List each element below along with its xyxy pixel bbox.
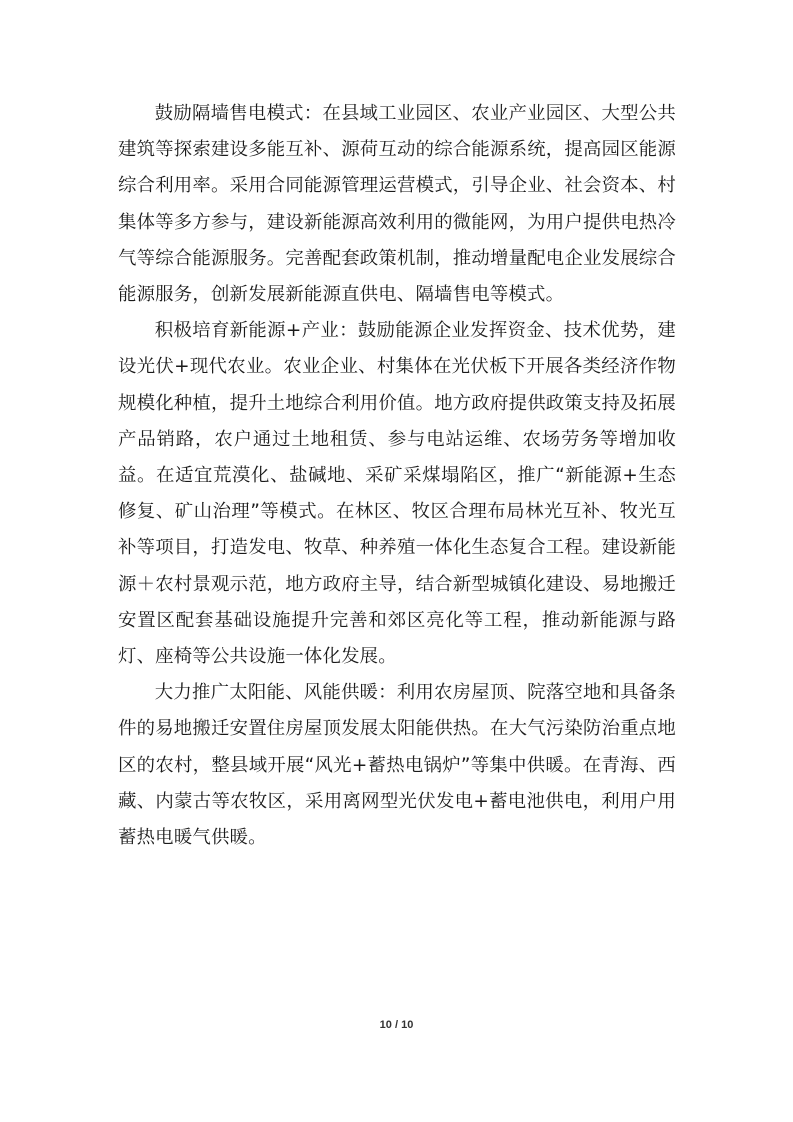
paragraph-solar-wind-heating: 大力推广太阳能、风能供暖：利用农房屋顶、院落空地和具备条件的易地搬迁安置住房屋顶发展太阳能供热。在大气污染防治重点地区的农村，整县域开展“风光+蓄热电锅炉”等集中供暖。在青海、西藏、内蒙古等农牧区，采用离网型光伏发电+蓄电池供电，利用户用蓄热电暖气供暖。 [118,682,676,849]
document-body [118,96,676,856]
page-number: 10 / 10 [379,1019,414,1031]
paragraph-isolated-power-sales: 鼓励隔墙售电模式：在县域工业园区、农业产业园区、大型公共建筑等探索建设多能互补、源荷互动的综合能源系统，提高园区能源综合利用率。采用合同能源管理运营模式，引导企业、社会资本、村集体等多方参与，建设新能源高效利用的微能网，为用户提供电热冷气等综合能源服务。完善配套政策机制，推动增量配电企业发展综合能源服务，创新发展新能源直供电、隔墙售电等模式。 [118,103,676,306]
paragraph-new-energy-industry: 积极培育新能源+产业：鼓励能源企业发挥资金、技术优势，建设光伏+现代农业。农业企业、村集体在光伏板下开展各类经济作物规模化种植，提升土地综合利用价值。地方政府提供政策支持及拓展产品销路，农户通过土地租赁、参与电站运维、农场劳务等增加收益。在适宜荒漠化、盐碱地、采矿采煤塌陷区，推广“新能源+生态修复、矿山治理”等模式。在林区、牧区合理布局林光互补、牧光互补等项目，打造发电、牧草、种养殖一体化生态复合工程。建设新能源＋农村景观示范，地方政府主导，结合新型城镇化建设、易地搬迁安置区配套基础设施提升完善和郊区亮化等工程，推动新能源与路灯、座椅等公共设施一体化发展。 [118,320,676,668]
